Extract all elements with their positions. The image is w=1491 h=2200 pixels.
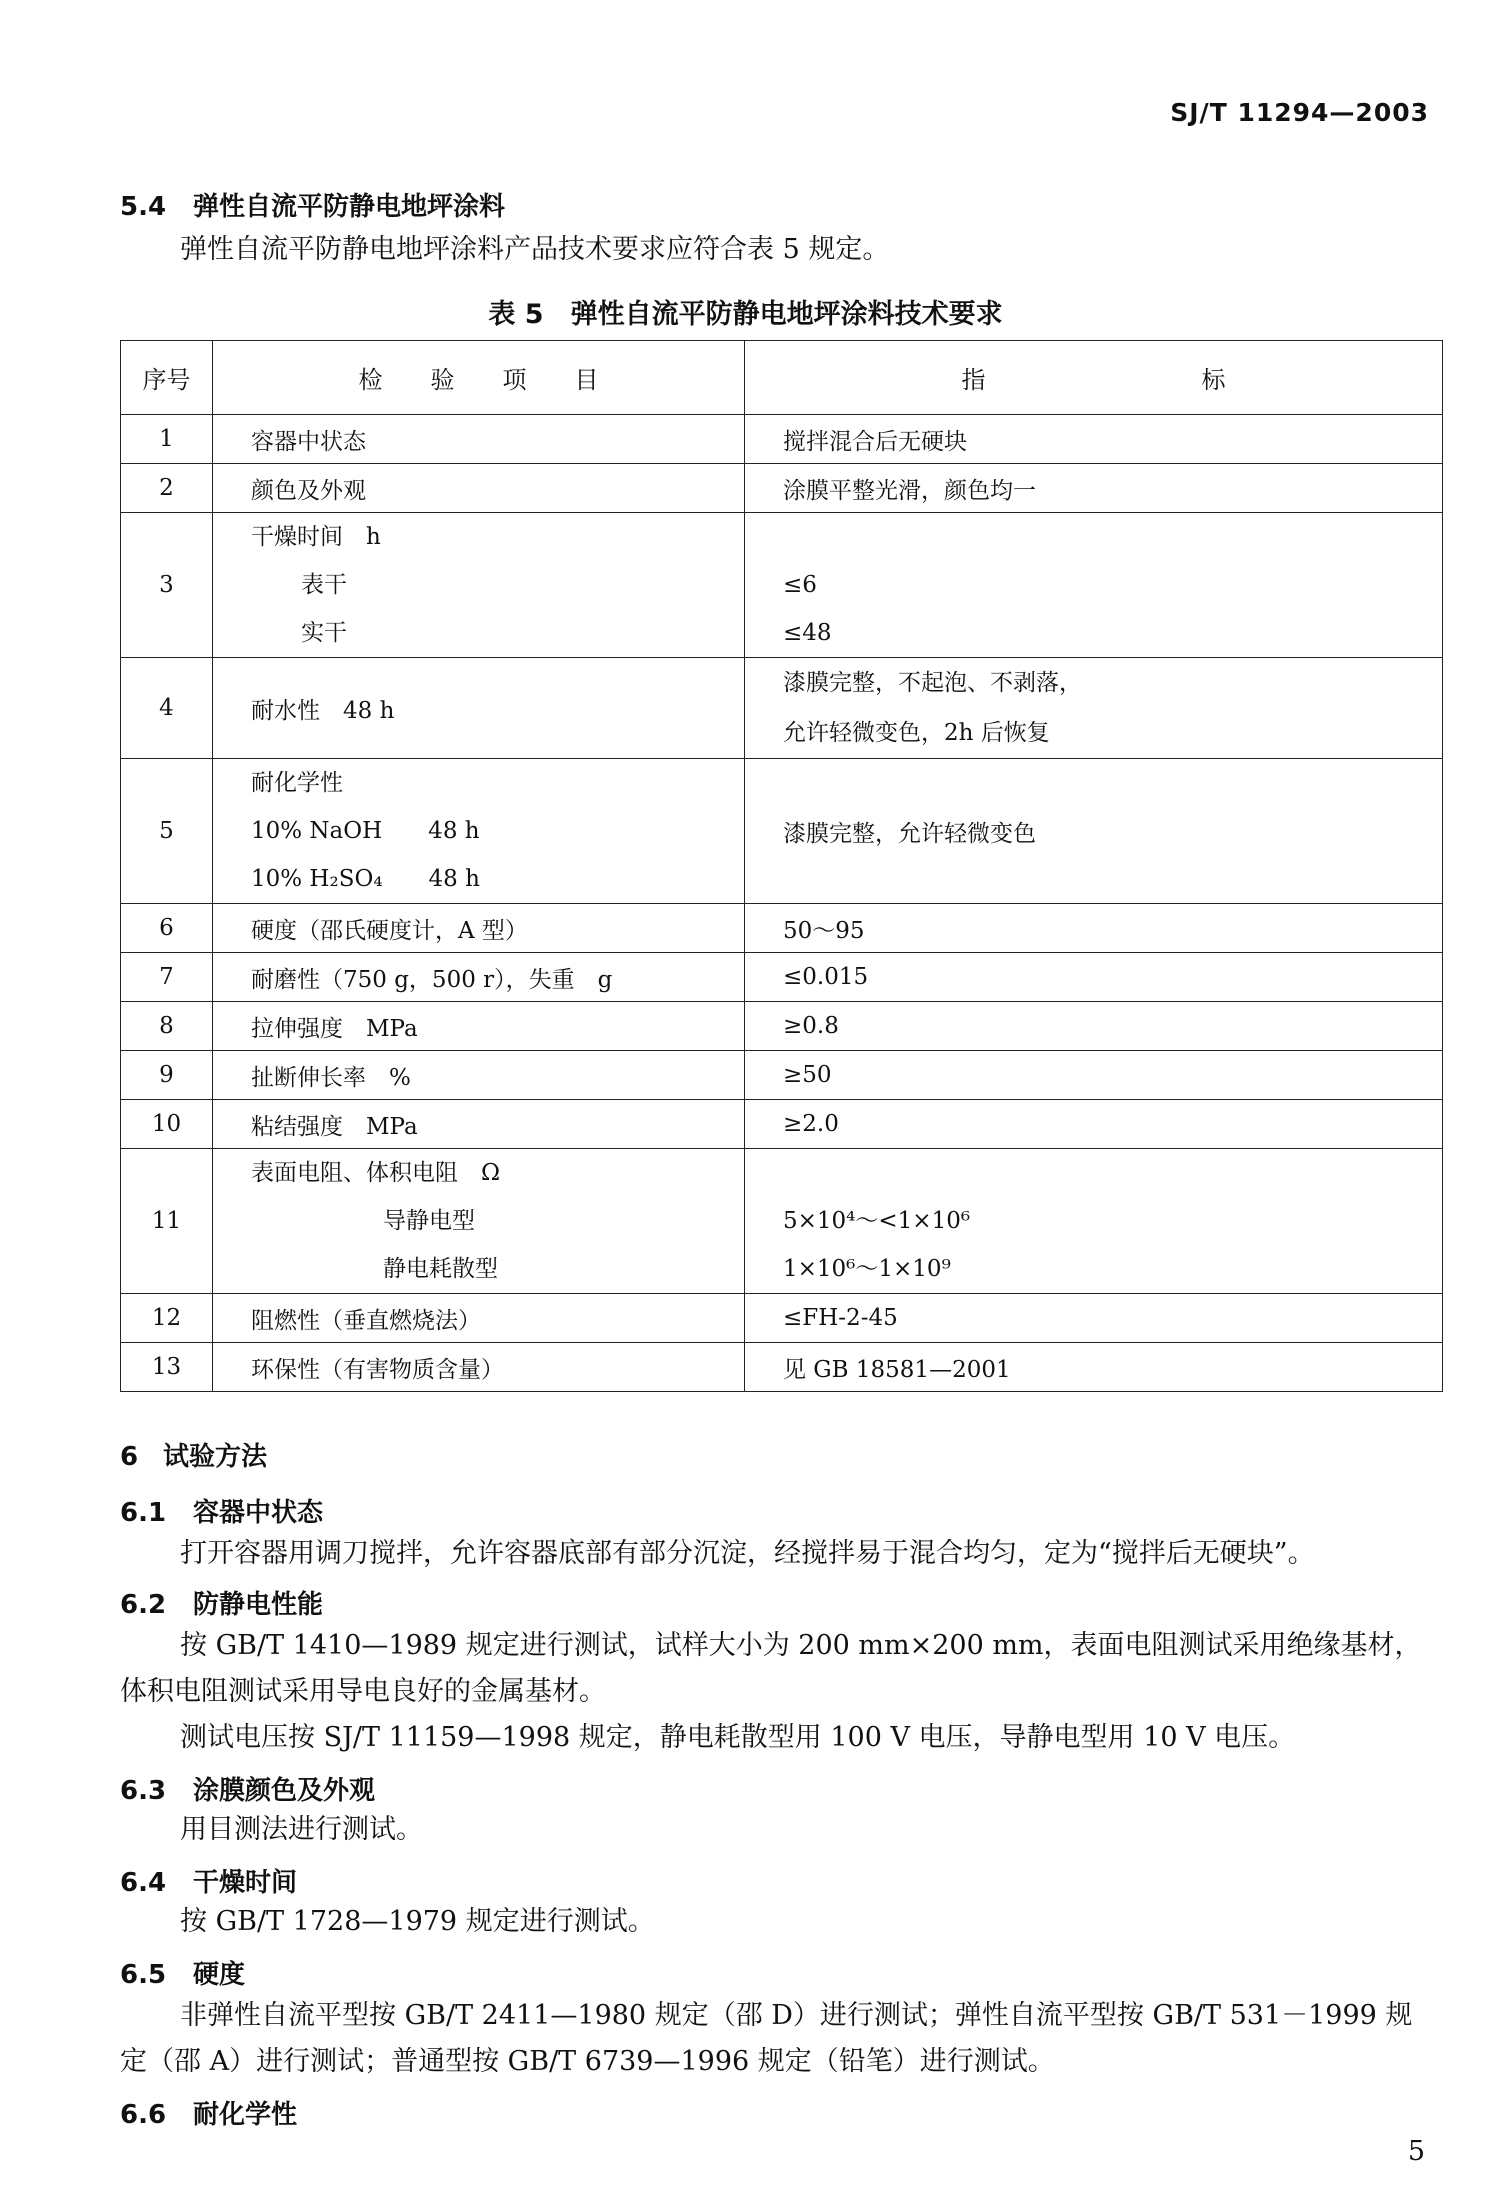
value-line: 1×10⁶～1×10⁹: [783, 1256, 951, 1282]
row-no: 3: [121, 513, 213, 658]
row-no: 7: [121, 953, 213, 1002]
section-6-heading: [120, 1436, 267, 1473]
section-number: 6.6: [120, 2100, 167, 2130]
section-6-3-text: 用目测法进行测试。: [180, 1814, 423, 1845]
section-6-2-text-1b: 体积电阻测试采用导电良好的金属基材。: [120, 1676, 606, 1707]
row-value: ≥2.0: [745, 1100, 1443, 1149]
row-no: 13: [121, 1343, 213, 1392]
row-no: 12: [121, 1294, 213, 1343]
row-value: ≥50: [745, 1051, 1443, 1100]
section-6-2-text-2: 测试电压按 SJ/T 11159—1998 规定，静电耗散型用 100 V 电压，导静电型用 10 V 电压。: [180, 1722, 1296, 1753]
document-code: SJ/T 11294—2003: [1170, 98, 1429, 127]
item-line: 实干: [301, 620, 347, 646]
table-row: [121, 1343, 1443, 1392]
item-line: 干燥时间 h: [251, 524, 381, 550]
row-value: 漆膜完整，允许轻微变色: [745, 759, 1443, 904]
section-number: 6.5: [120, 1960, 167, 1990]
table-row: [121, 904, 1443, 953]
header-value: 指 标: [745, 341, 1443, 415]
value-line: 允许轻微变色，2h 后恢复: [783, 720, 1050, 746]
item-line: 耐化学性: [251, 770, 343, 796]
row-value: 搅拌混合后无硬块: [745, 415, 1443, 464]
section-5-4-text: 弹性自流平防静电地坪涂料产品技术要求应符合表 5 规定。: [180, 234, 890, 265]
section-6-4-heading: [120, 1862, 297, 1899]
section-number: 6.1: [120, 1498, 167, 1528]
value-line: ≤6: [783, 572, 817, 598]
row-item: [213, 513, 745, 658]
section-6-2-heading: [120, 1584, 323, 1621]
row-item: 阻燃性（垂直燃烧法）: [213, 1294, 745, 1343]
section-title: 干燥时间: [193, 1868, 298, 1898]
section-title: 容器中状态: [193, 1498, 324, 1528]
section-6-1-heading: [120, 1492, 323, 1529]
row-no: 6: [121, 904, 213, 953]
row-item: 耐磨性（750 g，500 r），失重 g: [213, 953, 745, 1002]
row-value: 见 GB 18581—2001: [745, 1343, 1443, 1392]
item-line: 10% H₂SO₄ 48 h: [251, 866, 480, 892]
section-6-5-text-2: 定（邵 A）进行测试；普通型按 GB/T 6739—1996 规定（铅笔）进行测试。: [120, 2046, 1055, 2077]
section-title: 耐化学性: [193, 2100, 298, 2130]
row-item: 容器中状态: [213, 415, 745, 464]
row-value: ≤FH-2-45: [745, 1294, 1443, 1343]
row-no: 8: [121, 1002, 213, 1051]
section-6-6-heading: [120, 2094, 297, 2131]
section-6-5-heading: [120, 1954, 245, 1991]
row-item: 拉伸强度 MPa: [213, 1002, 745, 1051]
row-value: 50～95: [745, 904, 1443, 953]
row-item: 扯断伸长率 %: [213, 1051, 745, 1100]
value-line: 漆膜完整，不起泡、不剥落，: [783, 670, 1082, 696]
row-value: [745, 513, 1443, 658]
row-item: [213, 1149, 745, 1294]
table-title: 表 5 弹性自流平防静电地坪涂料技术要求: [488, 299, 1003, 330]
header-no: 序号: [121, 341, 213, 415]
section-number: 6.4: [120, 1868, 167, 1898]
row-item: 颜色及外观: [213, 464, 745, 513]
row-item: 耐水性 48 h: [213, 658, 745, 759]
section-6-2-text-1a: 按 GB/T 1410—1989 规定进行测试，试样大小为 200 mm×200 mm，表面电阻测试采用绝缘基材，: [180, 1630, 1422, 1661]
section-6-4-text: 按 GB/T 1728—1979 规定进行测试。: [180, 1906, 655, 1937]
table-row: [121, 415, 1443, 464]
value-line: [783, 1149, 1442, 1197]
row-value: ≥0.8: [745, 1002, 1443, 1051]
section-6-5-text-1: 非弹性自流平型按 GB/T 2411—1980 规定（邵 D）进行测试；弹性自流平型按 GB/T 531－1999 规: [180, 2000, 1413, 2031]
section-6-1-text: 打开容器用调刀搅拌，允许容器底部有部分沉淀，经搅拌易于混合均匀，定为“搅拌后无硬块”。: [180, 1538, 1315, 1569]
row-item: 环保性（有害物质含量）: [213, 1343, 745, 1392]
table-row: [121, 1100, 1443, 1149]
row-no: 9: [121, 1051, 213, 1100]
section-title: 防静电性能: [193, 1590, 324, 1620]
row-no: 2: [121, 464, 213, 513]
table-row: [121, 464, 1443, 513]
item-line: 导静电型: [383, 1208, 475, 1234]
row-value: 涂膜平整光滑，颜色均一: [745, 464, 1443, 513]
row-no: 11: [121, 1149, 213, 1294]
row-item: 粘结强度 MPa: [213, 1100, 745, 1149]
item-line: 10% NaOH 48 h: [251, 818, 480, 844]
row-no: 1: [121, 415, 213, 464]
item-line: 静电耗散型: [383, 1256, 498, 1282]
value-line: 5×10⁴～<1×10⁶: [783, 1208, 971, 1234]
item-line: 表干: [301, 572, 347, 598]
row-value: ≤0.015: [745, 953, 1443, 1002]
row-value: [745, 1149, 1443, 1294]
section-title: 试验方法: [163, 1442, 268, 1472]
row-item: [213, 759, 745, 904]
section-number: 5.4: [120, 192, 167, 222]
value-line: [783, 513, 1442, 561]
section-number: 6.3: [120, 1776, 167, 1806]
value-line: ≤48: [783, 620, 832, 646]
table-row: [121, 1294, 1443, 1343]
row-no: 10: [121, 1100, 213, 1149]
item-line: 表面电阻、体积电阻 Ω: [251, 1160, 501, 1186]
section-number: 6.2: [120, 1590, 167, 1620]
section-title: 涂膜颜色及外观: [193, 1776, 376, 1806]
section-title: 硬度: [193, 1960, 246, 1990]
section-5-4-heading: [120, 186, 505, 223]
row-no: 5: [121, 759, 213, 904]
row-item: 硬度（邵氏硬度计，A 型）: [213, 904, 745, 953]
table-row: [121, 953, 1443, 1002]
table-row: [121, 1051, 1443, 1100]
header-item: 检 验 项 目: [213, 341, 745, 415]
table-row: [121, 513, 1443, 658]
section-number: 6: [120, 1442, 139, 1472]
section-title: 弹性自流平防静电地坪涂料: [193, 192, 506, 222]
spec-table: [120, 340, 1443, 1392]
table-row: [121, 658, 1443, 759]
section-6-3-heading: [120, 1770, 375, 1807]
page-number: 5: [1407, 2136, 1425, 2167]
table-header-row: [121, 341, 1443, 415]
table-row: [121, 759, 1443, 904]
row-no: 4: [121, 658, 213, 759]
row-value: [745, 658, 1443, 759]
table-row: [121, 1149, 1443, 1294]
table-row: [121, 1002, 1443, 1051]
